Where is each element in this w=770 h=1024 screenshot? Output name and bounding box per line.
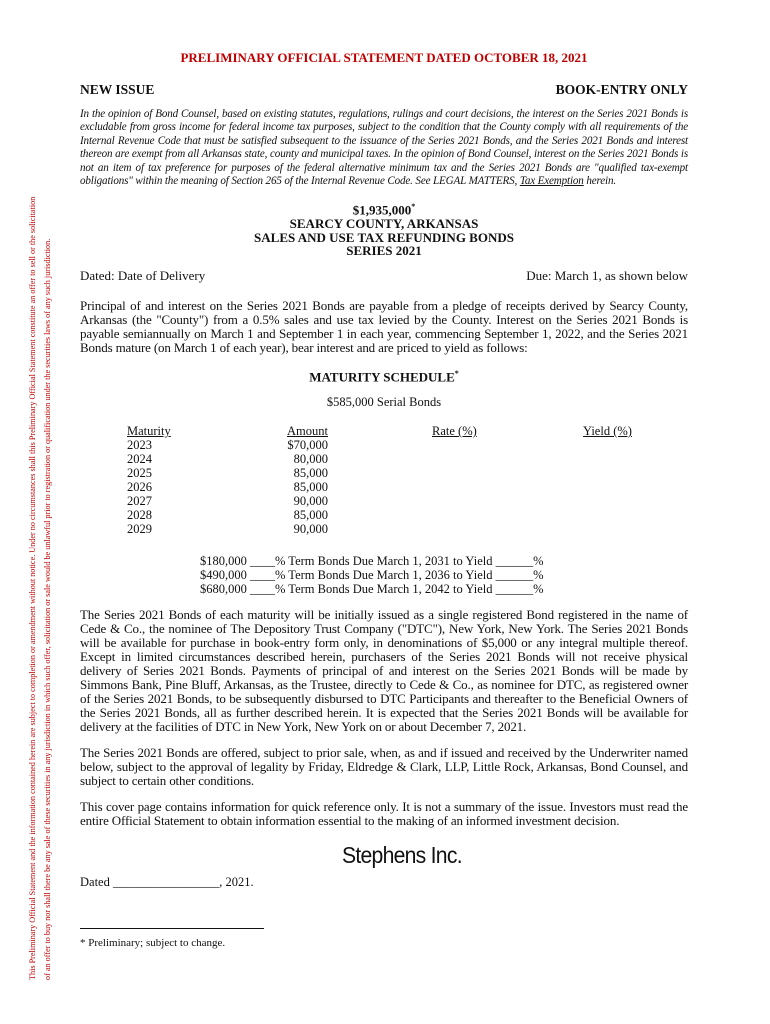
term-bond-line <box>200 554 688 568</box>
quick-reference-paragraph: This cover page contains information for quick reference only. It is not a summary of the issue. Investors must read the entire Official Statement to obtain information essential to the making of an informed investment decision. <box>80 799 688 829</box>
maturity-column <box>127 424 187 536</box>
legal-sidebar-notice <box>25 36 63 980</box>
serial-bonds-label: $585,000 Serial Bonds <box>326 395 442 410</box>
book-entry-label: BOOK-ENTRY ONLY <box>555 82 688 97</box>
yield-header: Yield (%) <box>583 424 632 439</box>
term-bond-text: $180,000 ____% Term Bonds Due March 1, 2031 to Yield ______% <box>200 554 544 569</box>
yield-column <box>583 424 632 438</box>
bond-counsel-opinion <box>80 108 688 188</box>
sidebar-line-2: of an offer to buy nor shall there be any sale of these securities in any jurisdiction in which such offer, solicitation or sale would be unlawful prior to registration or qualification under the securities laws of any such jurisdiction. <box>43 238 52 980</box>
term-bond-line <box>200 582 688 596</box>
signature-date-line: Dated _________________, 2021. <box>80 875 254 890</box>
amount-footnote-mark: * <box>411 202 416 212</box>
amount-cell: 80,000 <box>293 452 328 467</box>
opinion-text: In the opinion of Bond Counsel, based on existing statutes, regulations, rulings and court decisions, the interest on the Series 2021 Bonds is excludable from gross income for federal income tax purposes, subject to the condition that the County comply with all requirements of the Internal Revenue Code that must be satisfied subsequent to the issuance of the Series 2021 Bonds, and the Series 2021 Bonds and interest thereon are exempt from all Arkansas state, county and municipal taxes. In the opinion of Bond Counsel, interest on the Series 2021 Bonds is not an item of tax preference for purposes of the federal alternative minimum tax and the Series 2021 Bonds are "qualified tax-exempt obligations" within the meaning of Section 265 of the Internal Revenue Code. See LEGAL MATTERS, <box>80 108 688 188</box>
maturity-table <box>80 424 688 544</box>
dated-label: Dated: Date of Delivery <box>80 267 206 283</box>
maturity-schedule-title <box>80 369 688 385</box>
term-bonds-list <box>200 554 688 596</box>
amount-cell: 85,000 <box>293 480 328 495</box>
amount-cell: 85,000 <box>293 466 328 481</box>
document-title: PRELIMINARY OFFICIAL STATEMENT DATED OCTOBER 18, 2021 <box>180 50 588 65</box>
amount-cell: 90,000 <box>293 494 328 509</box>
underwriter-logo: Stephens Inc. <box>342 842 462 869</box>
schedule-title-text: MATURITY SCHEDULE <box>309 369 455 385</box>
amount-cell: 90,000 <box>293 522 328 537</box>
maturity-cell: 2026 <box>127 480 152 495</box>
issuer-name: SEARCY COUNTY, ARKANSAS <box>289 216 479 232</box>
term-bond-text: $680,000 ____% Term Bonds Due March 1, 2042 to Yield ______% <box>200 582 544 597</box>
book-entry-paragraph: The Series 2021 Bonds of each maturity will be initially issued as a single registered Bond registered in the name of Cede & Co., the nominee of The Depository Trust Company ("DTC"), New York, New York. The Series 2021 Bonds will be available for purchase in book-entry form only, in denominations of $5,000 or any integral multiple thereof. Except in limited circumstances described herein, purchasers of the Series 2021 Bonds will not receive physical delivery of Series 2021 Bonds. Payments of principal of and interest on the Series 2021 Bonds will be made by Simmons Bank, Pine Bluff, Arkansas, as the Trustee, directly to Cede & Co., as nominee for DTC, as registered owner of the Series 2021 Bonds, to be subsequently disbursed to DTC Participants and thereafter to the Beneficial Owners of the Series 2021 Bonds, all as further described herein. It is expected that the Series 2021 Bonds will be available for delivery at the facilities of DTC in New York, New York on or about December 7, 2021. <box>80 607 688 735</box>
maturity-cell: 2025 <box>127 466 152 481</box>
footnote-divider <box>80 928 264 929</box>
bond-heading <box>80 200 688 257</box>
tax-exemption-link: Tax Exemption <box>519 175 584 188</box>
amount-header: Amount <box>287 424 328 439</box>
opinion-text-end: herein. <box>583 175 616 188</box>
sidebar-line-1: This Preliminary Official Statement and the information contained herein are subject to completion or amendment without notice. Under no circumstances shall this Preliminary Official Statement constitute an offer to sell or the solicitation <box>28 196 37 980</box>
bond-name: SALES AND USE TAX REFUNDING BONDS <box>254 229 514 245</box>
term-bond-text: $490,000 ____% Term Bonds Due March 1, 2036 to Yield ______% <box>200 568 544 583</box>
schedule-footnote-mark: * <box>454 368 459 378</box>
maturity-cell: 2024 <box>127 452 152 467</box>
due-label: Due: March 1, as shown below <box>526 267 688 283</box>
document-page <box>80 50 688 949</box>
maturity-cell: 2029 <box>127 522 152 537</box>
bond-series: SERIES 2021 <box>346 243 422 259</box>
amount-cell: $70,000 <box>287 438 328 453</box>
term-bond-line <box>200 568 688 582</box>
bond-amount <box>80 200 688 217</box>
maturity-cell: 2023 <box>127 438 152 453</box>
preliminary-footnote: * Preliminary; subject to change. <box>80 937 226 950</box>
rate-header: Rate (%) <box>432 424 477 439</box>
dated-due-row <box>80 268 688 284</box>
rate-column <box>432 424 477 438</box>
issue-type-row <box>80 82 688 98</box>
maturity-header: Maturity <box>127 424 171 439</box>
bond-amount-value: $1,935,000 <box>352 202 412 218</box>
payment-paragraph: Principal of and interest on the Series 2021 Bonds are payable from a pledge of receipts derived by Searcy County, Arkansas (the "County") from a 0.5% sales and use tax levied by the County. Interest on the Series 2021 Bonds is payable semiannually on March 1 and September 1 in each year, commencing September 1, 2022, and the Series 2021 Bonds mature (on March 1 of each year), bear interest and are priced to yield as follows: <box>80 297 688 355</box>
maturity-cell: 2027 <box>127 494 152 509</box>
new-issue-label: NEW ISSUE <box>80 82 155 97</box>
amount-column <box>278 424 328 536</box>
offering-paragraph: The Series 2021 Bonds are offered, subject to prior sale, when, as and if issued and received by the Underwriter named below, subject to the approval of legality by Friday, Eldredge & Clark, LLP, Little Rock, Arkansas, Bond Counsel, and subject to certain other conditions. <box>80 745 688 789</box>
maturity-cell: 2028 <box>127 508 152 523</box>
amount-cell: 85,000 <box>293 508 328 523</box>
